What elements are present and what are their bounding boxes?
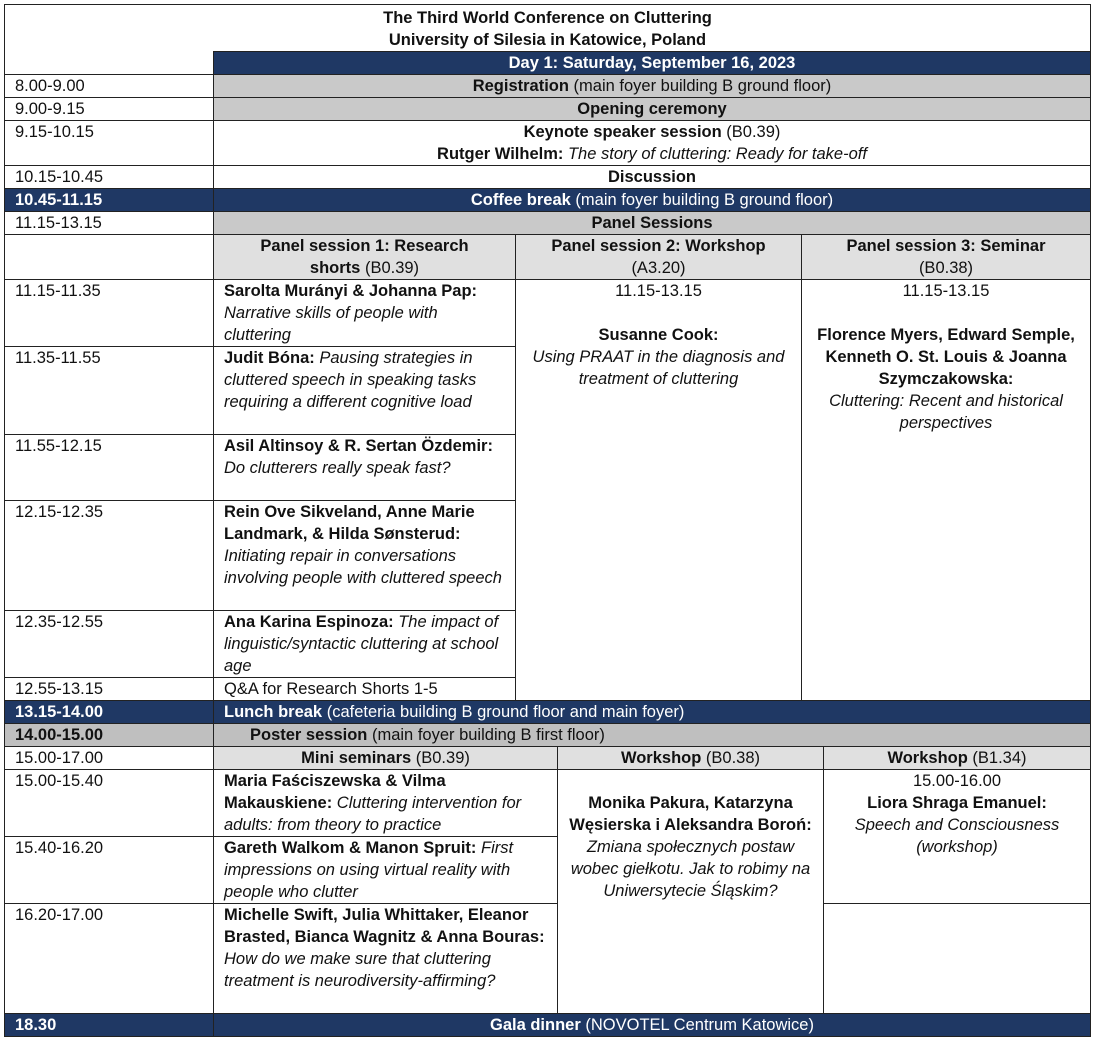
keynote-speaker: Rutger Wilhelm:	[437, 145, 564, 163]
time-cell: 12.55-13.15	[5, 678, 214, 701]
conference-title	[5, 5, 1091, 52]
research-short: Judit Bóna: Pausing strategies in cluttered speech in speaking tasks requiring a different cognitive load	[214, 347, 516, 435]
workshop-panel-title: Using PRAAT in the diagnosis and treatment of cluttering	[532, 348, 785, 388]
workshop-b134-header: Workshop (B1.34)	[824, 747, 1091, 770]
seminar-panel-presenter: Florence Myers, Edward Semple, Kenneth O. St. Louis & Joanna Szymczakowska:	[817, 326, 1075, 388]
seminar-panel-cell	[802, 280, 1091, 701]
conference-schedule-table	[4, 4, 1091, 1037]
panel-3-header: Panel session 3: Seminar (B0.38)	[802, 235, 1091, 280]
day-row	[5, 52, 1091, 75]
mini-seminar: Maria Faściszewska & Vilma Makauskiene: Cluttering intervention for adults: from theory to practice	[214, 770, 558, 837]
keynote-room: (B0.39)	[721, 123, 781, 141]
time-cell: 16.20-17.00	[5, 904, 214, 1014]
workshop-panel-time: 11.15-13.15	[615, 282, 702, 300]
mini-seminar-row	[5, 770, 1091, 837]
lunch-location: (cafeteria building B ground floor and main foyer)	[322, 703, 685, 721]
time-cell: 8.00-9.00	[5, 75, 214, 98]
qa-session: Q&A for Research Shorts 1-5	[214, 678, 516, 701]
time-cell: 14.00-15.00	[15, 726, 104, 744]
time-cell: 13.15-14.00	[15, 703, 104, 721]
time-cell: 9.15-10.15	[5, 121, 214, 166]
poster-title: Poster session	[250, 726, 368, 744]
gala-row	[5, 1014, 1091, 1037]
opening-title: Opening ceremony	[577, 100, 727, 118]
keynote-talk: The story of cluttering: Ready for take-off	[563, 145, 867, 163]
day-heading: Day 1: Saturday, September 16, 2023	[508, 54, 796, 72]
afternoon-header-row	[5, 747, 1091, 770]
time-cell: 12.15-12.35	[5, 501, 214, 611]
title-line-1: The Third World Conference on Cluttering	[383, 9, 712, 27]
time-cell: 15.00-15.40	[5, 770, 214, 837]
time-cell: 11.55-12.15	[5, 435, 214, 501]
empty-cell	[824, 904, 1091, 1014]
lunch-title: Lunch break	[224, 703, 323, 721]
gala-location: (NOVOTEL Centrum Katowice)	[580, 1016, 814, 1034]
seminar-panel-title: Cluttering: Recent and historical perspectives	[829, 392, 1063, 432]
workshop-panel-cell	[516, 280, 802, 701]
mini-seminars-header: Mini seminars (B0.39)	[214, 747, 558, 770]
workshop-polish-title: Zmiana społecznych postaw wobec giełkotu. Jak to robimy na Uniwersytecie Śląskim?	[570, 838, 811, 900]
lunch-row	[5, 701, 1091, 724]
registration-row	[5, 75, 1091, 98]
workshop-b038-header: Workshop (B0.38)	[558, 747, 824, 770]
time-cell: 11.35-11.55	[5, 347, 214, 435]
workshop-polish-cell	[558, 770, 824, 1014]
poster-row	[5, 724, 1091, 747]
time-cell: 12.35-12.55	[5, 611, 214, 678]
panel-2-header: Panel session 2: Workshop (A3.20)	[516, 235, 802, 280]
title-line-2: University of Silesia in Katowice, Poland	[388, 31, 707, 49]
workshop-b134-time: 15.00-16.00	[912, 772, 1002, 790]
time-cell: 11.15-13.15	[5, 212, 214, 235]
time-cell: 15.00-17.00	[5, 747, 214, 770]
header-row	[5, 5, 1091, 52]
coffee-location: (main foyer building B ground floor)	[570, 191, 834, 209]
poster-location: (main foyer building B first floor)	[367, 726, 605, 744]
keynote-title: Keynote speaker session	[523, 123, 722, 141]
research-short: Ana Karina Espinoza: The impact of linguistic/syntactic cluttering at school age	[214, 611, 516, 678]
panel-1-header: Panel session 1: Research shorts (B0.39)	[214, 235, 516, 280]
time-cell: 10.45-11.15	[15, 191, 103, 209]
mini-seminar-row	[5, 904, 1091, 1014]
workshop-b134-title: Speech and Consciousness (workshop)	[854, 816, 1060, 856]
panel-sessions-title: Panel Sessions	[591, 214, 713, 232]
mini-seminar: Michelle Swift, Julia Whittaker, Eleanor Brasted, Bianca Wagnitz & Anna Bouras: How do we make sure that cluttering treatment is neurodiversity-affirming?	[214, 904, 558, 1014]
registration-title: Registration	[472, 77, 569, 95]
workshop-b134-cell	[824, 770, 1091, 904]
time-cell: 11.15-11.35	[5, 280, 214, 347]
coffee-title: Coffee break	[470, 191, 571, 209]
research-short: Sarolta Murányi & Johanna Pap: Narrative skills of people with cluttering	[214, 280, 516, 347]
research-short: Rein Ove Sikveland, Anne Marie Landmark, & Hilda Sønsterud: Initiating repair in conversations involving people with cluttered speech	[214, 501, 516, 611]
time-cell: 10.15-10.45	[5, 166, 214, 189]
panel-header-row	[5, 235, 1091, 280]
gala-title: Gala dinner	[490, 1016, 581, 1034]
keynote-row	[5, 121, 1091, 166]
workshop-b134-presenter: Liora Shraga Emanuel:	[867, 794, 1047, 812]
research-short-row	[5, 280, 1091, 347]
discussion-row	[5, 166, 1091, 189]
workshop-polish-presenter: Monika Pakura, Katarzyna Węsierska i Aleksandra Boroń:	[569, 794, 812, 834]
time-cell: 9.00-9.15	[5, 98, 214, 121]
panel-sessions-row	[5, 212, 1091, 235]
mini-seminar: Gareth Walkom & Manon Spruit: First impressions on using virtual reality with people who clutter	[214, 837, 558, 904]
seminar-panel-time: 11.15-13.15	[902, 282, 990, 300]
time-cell: 15.40-16.20	[5, 837, 214, 904]
registration-location: (main foyer building B ground floor)	[568, 77, 832, 95]
discussion-title: Discussion	[607, 168, 697, 186]
workshop-panel-presenter: Susanne Cook:	[598, 326, 719, 344]
research-short: Asil Altinsoy & R. Sertan Özdemir: Do clutterers really speak fast?	[214, 435, 516, 501]
coffee-row	[5, 189, 1091, 212]
time-cell: 18.30	[15, 1016, 57, 1034]
opening-row	[5, 98, 1091, 121]
